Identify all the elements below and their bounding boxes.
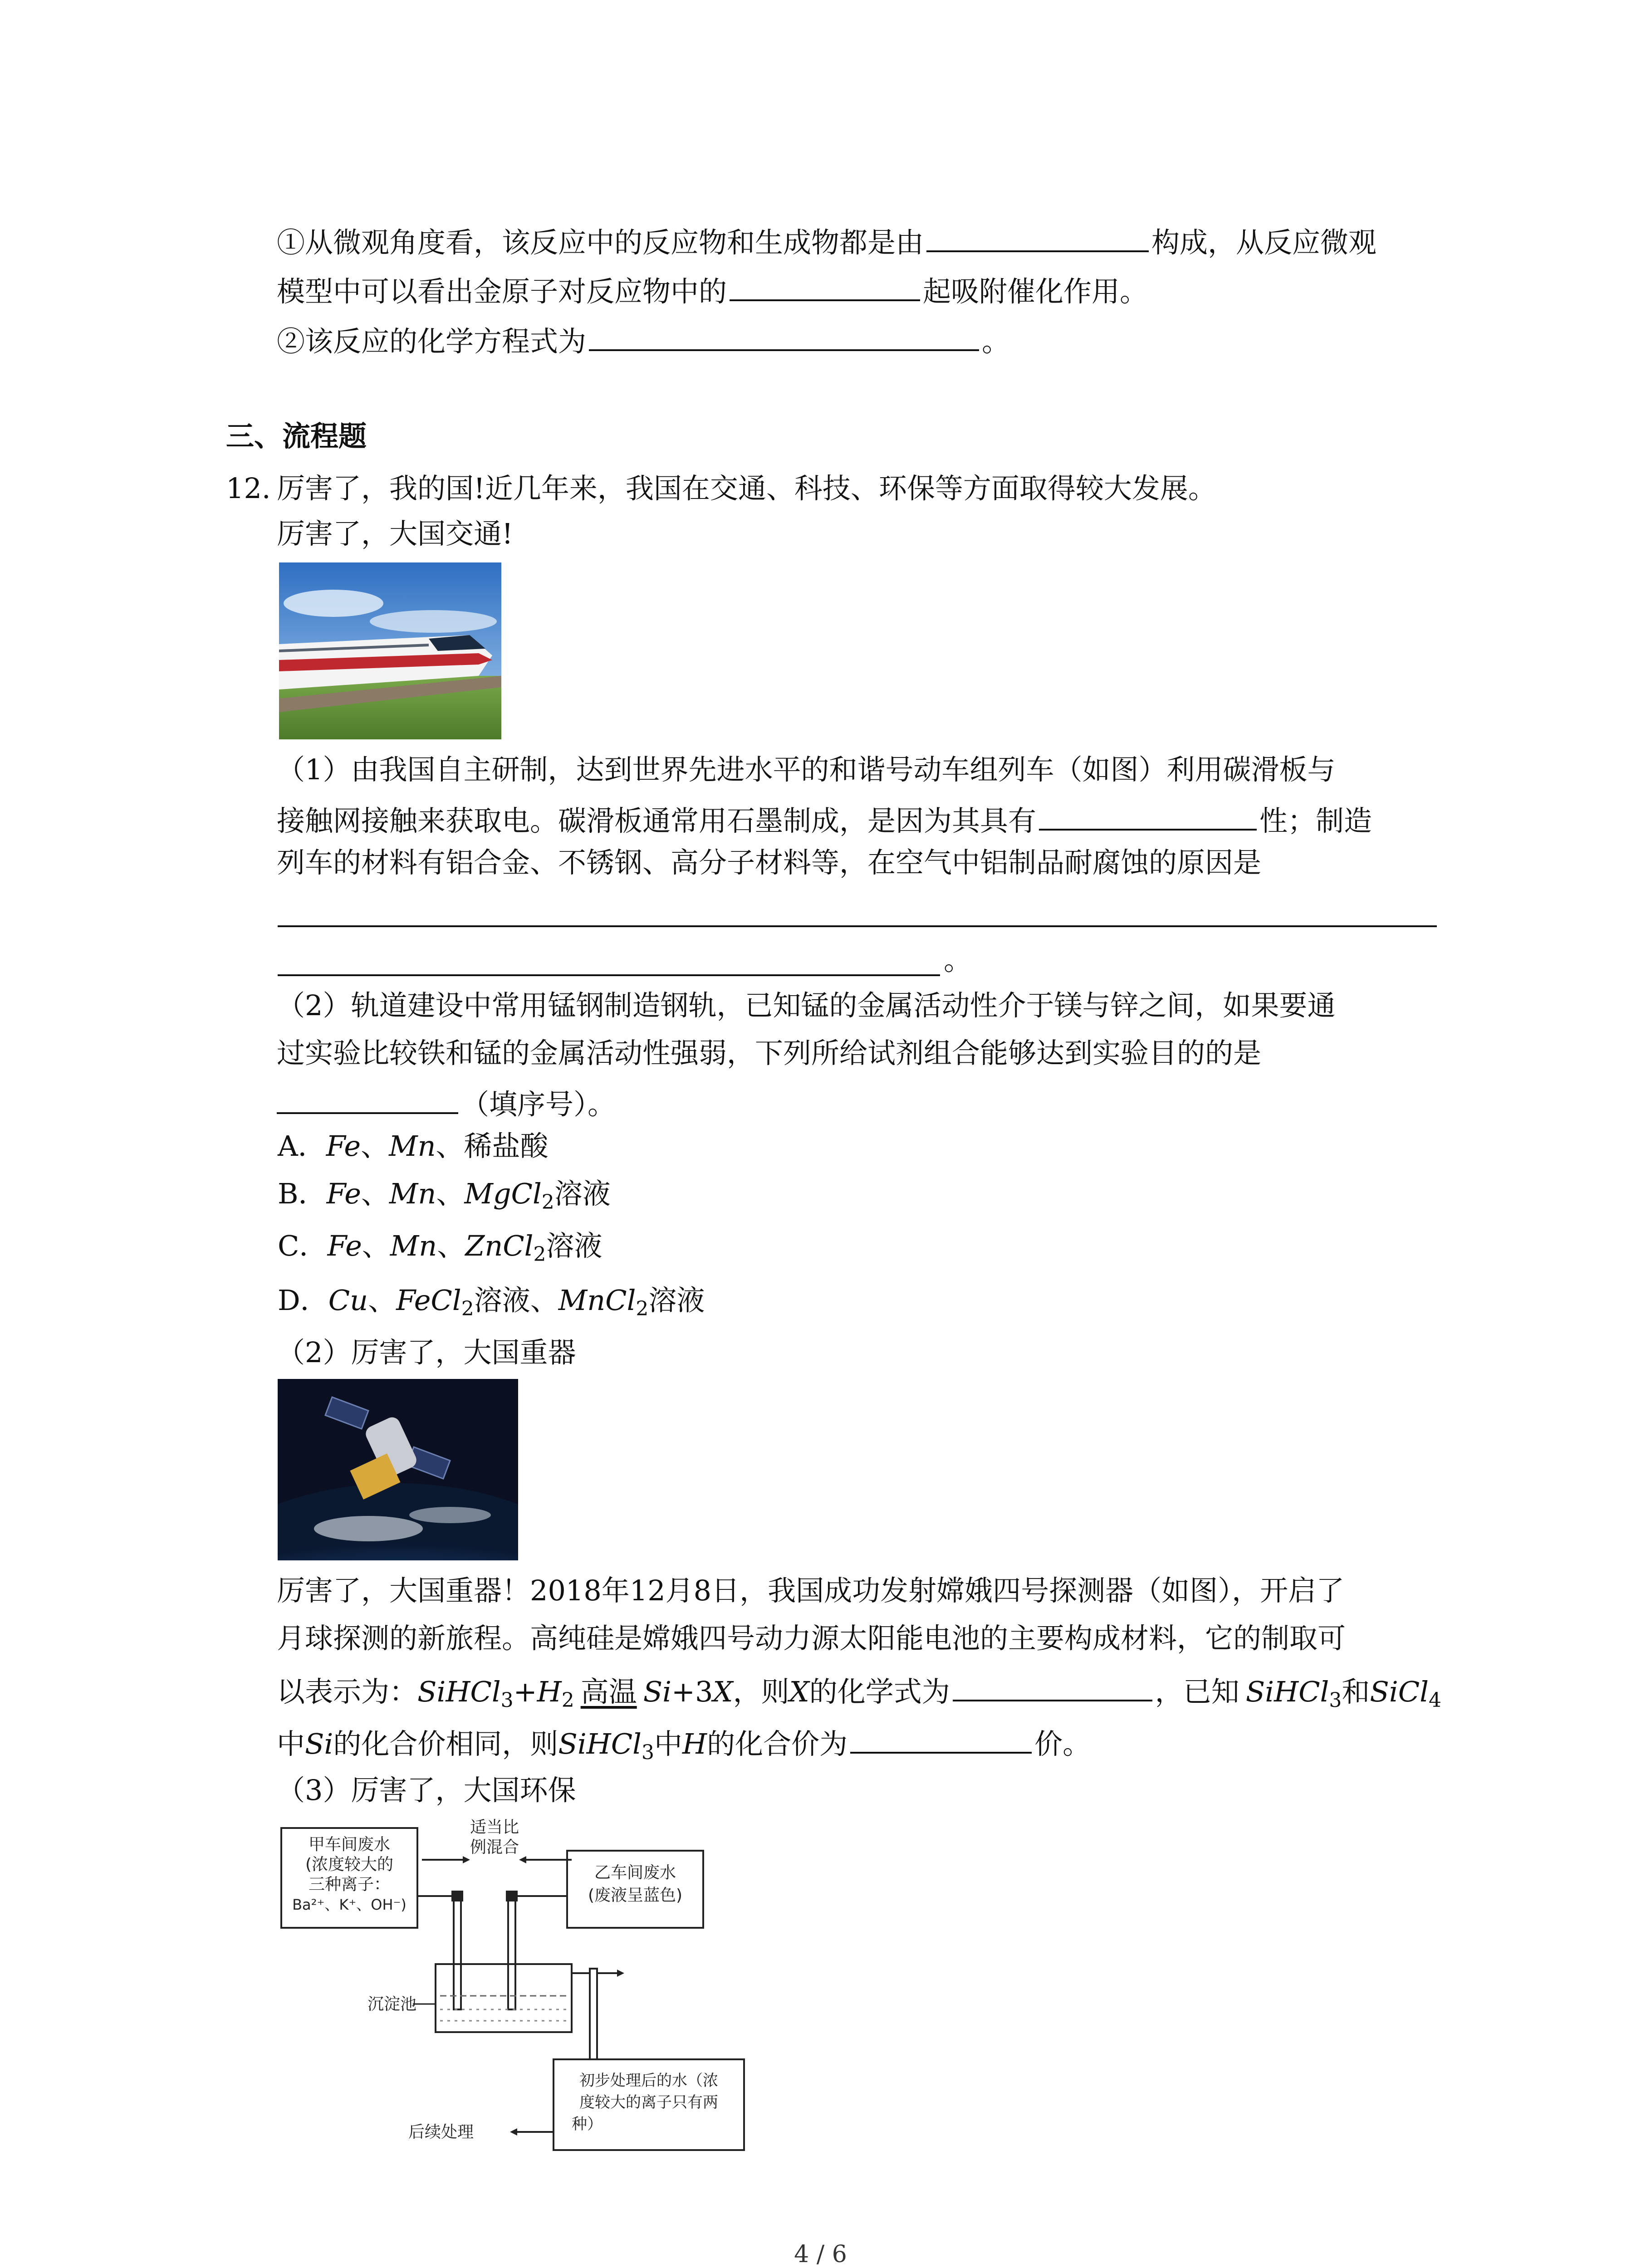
mix-label-2: 例混合	[470, 1838, 519, 1857]
formula: Fe	[326, 1129, 361, 1163]
q12-p1-line-2	[277, 801, 1372, 838]
subscript: 3	[1329, 1689, 1342, 1712]
q12-p2-line-1: （2）轨道建设中常用锰钢制造钢轨，已知锰的金属活动性介于镁与锌之间，如果要通	[277, 989, 1336, 1022]
text: 中	[654, 1727, 682, 1760]
formula: MnCl	[558, 1284, 636, 1317]
text: ②该反应的化学方程式为	[277, 325, 587, 358]
tank-a-label-2: (浓度较大的	[305, 1855, 394, 1874]
text: 构成，从反应微观	[1151, 226, 1377, 259]
text: 的化合价为	[707, 1727, 848, 1760]
q12-heavy-line-2: 月球探测的新旅程。高纯硅是嫦娥四号动力源太阳能电池的主要构成材料，它的制取可	[277, 1622, 1346, 1655]
q12-sub-traffic: 厉害了，大国交通!	[277, 517, 513, 550]
formula: Fe	[327, 1229, 362, 1262]
option-b[interactable]	[278, 1177, 611, 1214]
water-label-3: 种）	[572, 2115, 603, 2133]
formula: SiHCl	[417, 1675, 501, 1708]
section-heading: 三、流程题	[226, 420, 367, 453]
subscript: 3	[500, 1689, 514, 1712]
valve-b	[506, 1891, 518, 1901]
formula: H	[537, 1675, 562, 1708]
q11-line-3	[277, 321, 1010, 358]
pipe-a	[454, 1896, 461, 2009]
subscript: 4	[1428, 1689, 1441, 1712]
formula: H	[682, 1727, 707, 1760]
text: 模型中可以看出金原子对反应物中的	[277, 275, 727, 308]
formula: Cu	[328, 1284, 368, 1317]
option-label: A．	[278, 1129, 326, 1163]
subscript: 2	[461, 1297, 474, 1320]
option-a[interactable]	[278, 1129, 549, 1163]
mix-label-1: 适当比	[470, 1818, 519, 1837]
formula: SiHCl	[558, 1727, 642, 1760]
water-label-1: 初步处理后的水（浓	[579, 2072, 718, 2090]
answer-blank-long-2[interactable]	[278, 974, 940, 976]
arrow-head	[617, 1970, 624, 1977]
text: 、	[362, 1229, 390, 1262]
pipe-b	[508, 1896, 515, 2009]
formula: MgCl	[464, 1177, 542, 1210]
arrow-head	[463, 1856, 470, 1863]
formula: SiHCl	[1245, 1675, 1329, 1708]
tank-a-label-1: 甲车间废水	[308, 1835, 391, 1854]
train-image	[279, 562, 501, 739]
text: 起吸附催化作用。	[923, 275, 1148, 308]
pool-label: 沉淀池	[367, 1995, 417, 2014]
water-label-2: 度较大的离子只有两	[579, 2093, 718, 2112]
arrow-head	[510, 2128, 517, 2136]
page-number: 4 / 6	[794, 2241, 847, 2268]
subscript: 2	[636, 1297, 649, 1320]
text: 接触网接触来获取电。碳滑板通常用石墨制成，是因为其具有	[277, 804, 1037, 837]
text: 的化合价相同，则	[333, 1727, 558, 1760]
formula: Si	[305, 1727, 333, 1760]
text: 溶液	[648, 1284, 705, 1317]
tank-a-label-3: 三种离子：	[308, 1875, 391, 1894]
formula: Si	[643, 1675, 672, 1708]
wastewater-process-diagram	[272, 1814, 771, 2159]
text: 中	[277, 1727, 305, 1760]
q12-p2-line-2: 过实验比较铁和锰的金属活动性强弱，下列所给试剂组合能够达到实验目的的是	[277, 1036, 1262, 1070]
text: 、	[437, 1229, 465, 1262]
answer-blank[interactable]	[730, 271, 920, 301]
formula: Mn	[389, 1129, 436, 1163]
text: 的化学式为	[809, 1675, 950, 1708]
answer-blank[interactable]	[589, 321, 979, 351]
satellite-image	[278, 1379, 518, 1560]
tank-a-label-4: Ba²⁺、K⁺、OH⁻)	[292, 1896, 407, 1913]
answer-blank[interactable]	[277, 1084, 458, 1114]
subscript: 2	[561, 1689, 574, 1712]
q12-number: 12.	[226, 472, 271, 505]
formula: SiCl	[1370, 1675, 1429, 1708]
valve-a	[451, 1891, 463, 1901]
q11-line-1	[277, 222, 1376, 259]
text: 、	[361, 1129, 389, 1163]
text: +3	[671, 1675, 713, 1708]
q12-sub-heavy: （2）厉害了，大国重器	[277, 1336, 576, 1369]
option-c[interactable]	[278, 1229, 603, 1266]
q12-intro: 厉害了，我的国!近几年来，我国在交通、科技、环保等方面取得较大发展。	[277, 472, 1216, 505]
text: 溶液	[546, 1229, 603, 1262]
formula: Fe	[326, 1177, 361, 1210]
text: ，已知	[1155, 1675, 1239, 1708]
q12-p2-line-3	[277, 1084, 616, 1121]
answer-blank[interactable]	[926, 222, 1149, 252]
q12-p1-line-1: （1）由我国自主研制，达到世界先进水平的和谐号动车组列车（如图）利用碳滑板与	[277, 753, 1336, 786]
option-label: C．	[278, 1229, 328, 1262]
q11-line-2	[277, 271, 1148, 308]
text: ，则	[733, 1675, 789, 1708]
text: 。	[982, 325, 1010, 358]
formula: X	[713, 1675, 733, 1708]
text: 性；制造	[1259, 804, 1372, 837]
q12-heavy-line-4	[277, 1724, 1091, 1764]
text: 和	[1342, 1675, 1370, 1708]
formula: Mn	[390, 1229, 437, 1262]
text: 、稀盐酸	[436, 1129, 549, 1163]
answer-blank[interactable]	[1039, 801, 1257, 831]
q12-heavy-line-1: 厉害了，大国重器！2018年12月8日，我国成功发射嫦娥四号探测器（如图），开启了	[277, 1574, 1345, 1607]
subscript: 2	[533, 1243, 546, 1266]
text: +	[513, 1675, 537, 1708]
text: 、	[436, 1177, 465, 1210]
q12-heavy-line-3	[277, 1672, 1441, 1712]
answer-blank-long[interactable]	[278, 925, 1437, 927]
arrow-head	[519, 1856, 526, 1863]
text: 、	[368, 1284, 397, 1317]
answer-blank[interactable]	[850, 1724, 1032, 1754]
option-label: D．	[278, 1284, 328, 1317]
text: 、	[361, 1177, 389, 1210]
option-label: B．	[278, 1177, 327, 1210]
text: ①从微观角度看，该反应中的反应物和生成物都是由	[277, 226, 924, 259]
text: 溶液、	[474, 1284, 558, 1317]
reaction-condition: 高温	[580, 1675, 637, 1708]
subscript: 3	[641, 1741, 654, 1764]
formula: X	[789, 1675, 809, 1708]
tank-b-label-1: 乙车间废水	[594, 1863, 676, 1882]
outflow-down-pipe	[590, 1969, 597, 2059]
text: 以表示为：	[277, 1675, 418, 1708]
formula: ZnCl	[465, 1229, 534, 1262]
tank-b-label-2: (废液呈蓝色)	[588, 1886, 683, 1905]
text: （填序号）。	[461, 1088, 616, 1121]
formula: Mn	[389, 1177, 436, 1210]
after-label: 后续处理	[408, 2123, 474, 2141]
text: 溶液	[554, 1177, 611, 1210]
q12-p1-line-3: 列车的材料有铝合金、不锈钢、高分子材料等，在空气中铝制品耐腐蚀的原因是	[277, 846, 1262, 879]
formula: FeCl	[396, 1284, 461, 1317]
subscript: 2	[541, 1191, 554, 1214]
q12-sub-env: （3）厉害了，大国环保	[277, 1774, 576, 1807]
period: 。	[944, 943, 972, 977]
option-d[interactable]	[278, 1284, 705, 1320]
answer-blank[interactable]	[953, 1672, 1152, 1701]
text: 价。	[1034, 1727, 1091, 1760]
